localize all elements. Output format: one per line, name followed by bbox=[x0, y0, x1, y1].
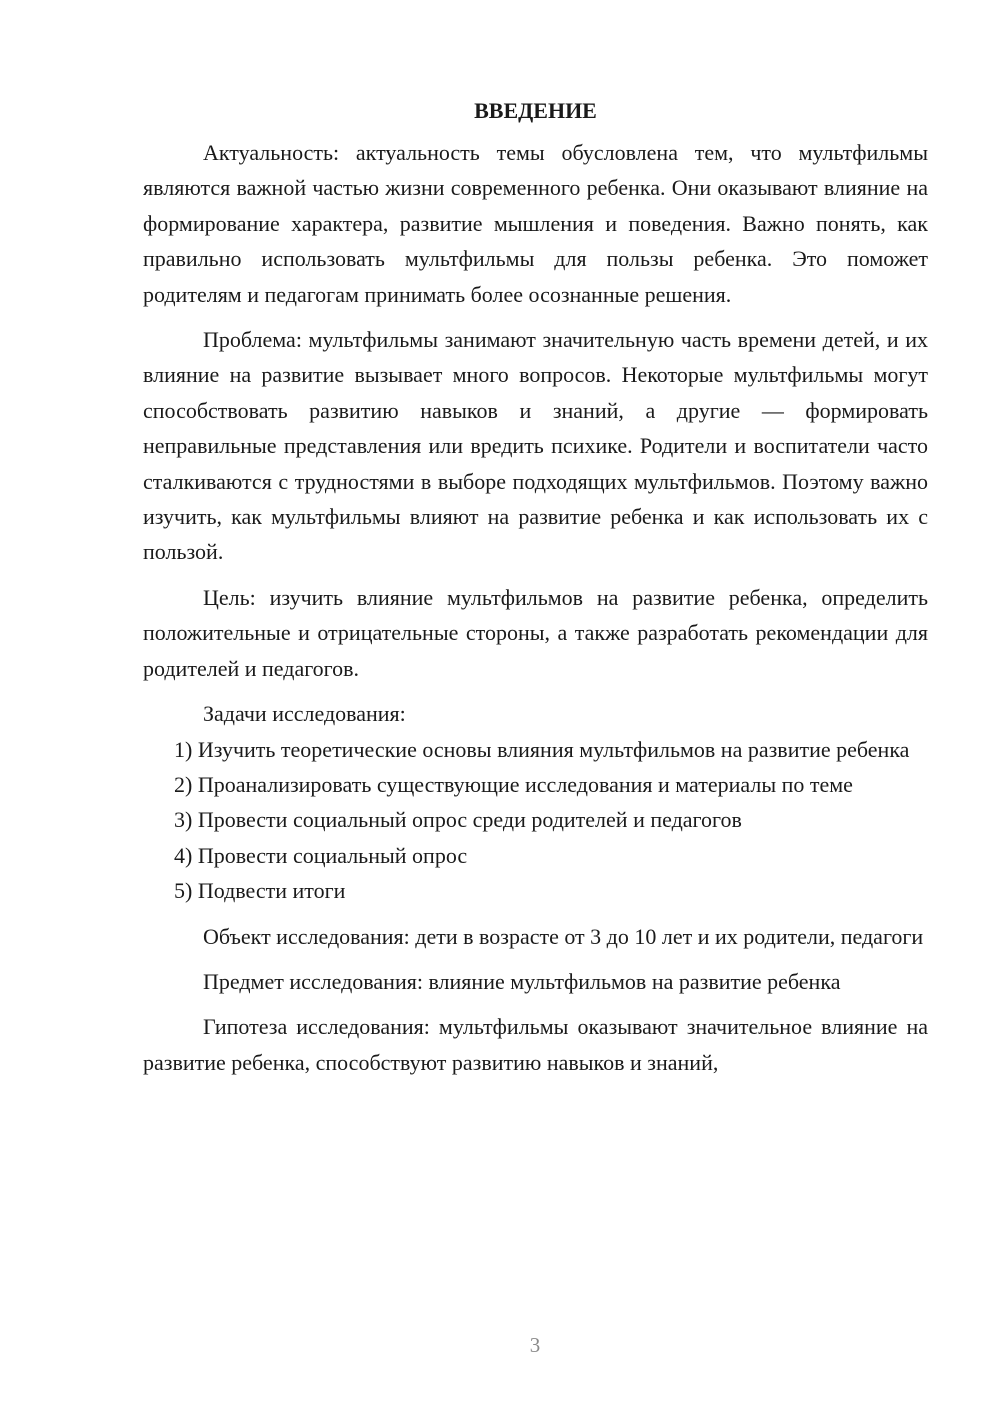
hypothesis-paragraph: Гипотеза исследования: мультфильмы оказывают значительное влияние на развитие ребенка, способствуют развитию навыков и знаний, bbox=[143, 1014, 928, 1075]
list-item: 2) Проанализировать существующие исследования и материалы по теме bbox=[174, 771, 853, 797]
document-page bbox=[143, 96, 928, 1080]
page-title: ВВЕДЕНИЕ bbox=[474, 98, 597, 123]
page-number: 3 bbox=[529, 1333, 541, 1357]
problem-paragraph: Проблема: мультфильмы занимают значительную часть времени детей, и их влияние на развитие вызывает много вопросов. Некоторые мультфильмы могут способствовать развитию навыков и знаний, а другие — формировать неправильные представления или вредить психике. Родители и воспитатели часто сталкиваются с трудностями в выборе подходящих мультфильмов. Поэтому важно изучить, как мультфильмы влияют на развитие ребенка и как использовать их с пользой. bbox=[143, 327, 928, 565]
goal-paragraph: Цель: изучить влияние мультфильмов на развитие ребенка, определить положительные и отрицательные стороны, а также разработать рекомендации для родителей и педагогов. bbox=[143, 584, 928, 681]
relevance-paragraph: Актуальность: актуальность темы обусловлена тем, что мультфильмы являются важной частью жизни современного ребенка. Они оказывают влияние на формирование характера, развитие мышления и поведения. Важно понять, как правильно использовать мультфильмы для пользы ребенка. Это поможет родителям и педагогам принимать более осознанные решения. bbox=[143, 140, 928, 307]
object-paragraph: Объект исследования: дети в возрасте от 3 до 10 лет и их родители, педагоги bbox=[203, 923, 924, 949]
list-item: 3) Провести социальный опрос среди родителей и педагогов bbox=[174, 807, 742, 833]
tasks-list bbox=[143, 732, 928, 909]
list-item: 1) Изучить теоретические основы влияния мультфильмов на развитие ребенка bbox=[174, 736, 910, 762]
list-item: 5) Подвести итоги bbox=[174, 878, 346, 904]
subject-paragraph: Предмет исследования: влияние мультфильмов на развитие ребенка bbox=[203, 968, 841, 994]
list-item: 4) Провести социальный опрос bbox=[174, 842, 468, 868]
tasks-heading: Задачи исследования: bbox=[203, 701, 406, 727]
